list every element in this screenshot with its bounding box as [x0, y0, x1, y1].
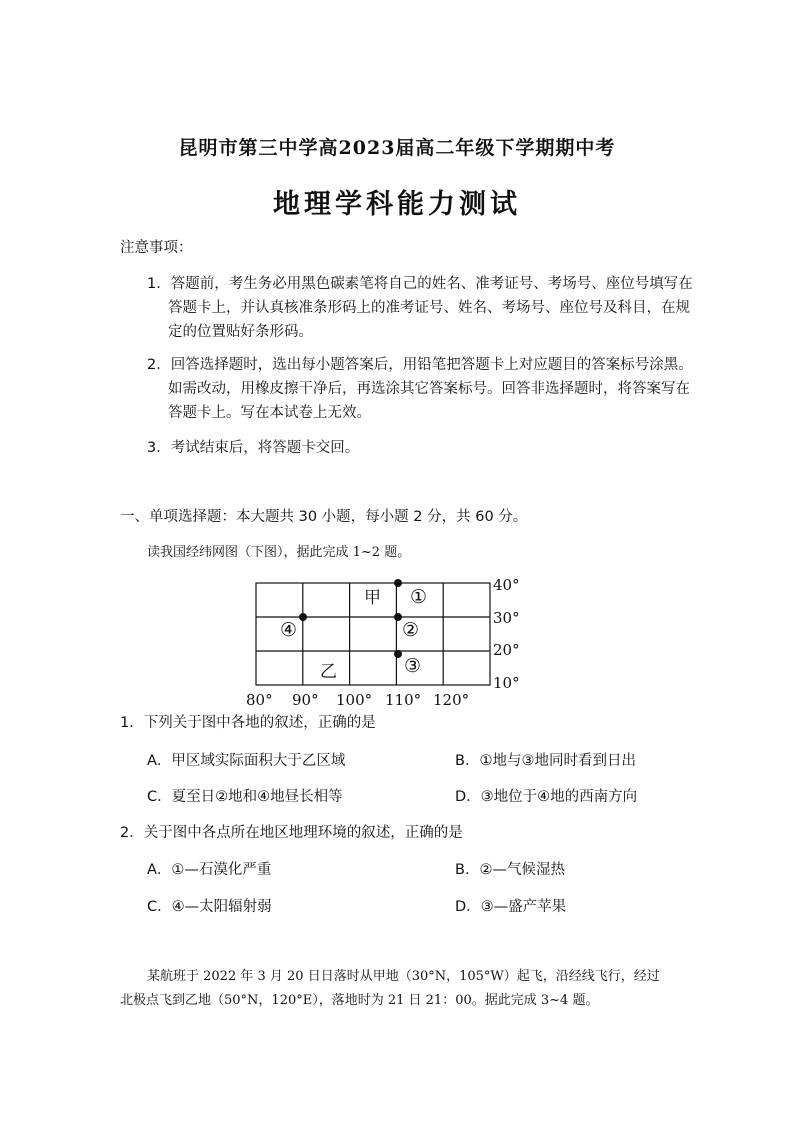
passage-line-1: 某航班于 2022 年 3 月 20 日日落时从甲地（30°N，105°W）起飞，沿经线飞行，经过 [147, 969, 660, 984]
lon-label-90: 90° [292, 691, 319, 709]
region-yi-label: 乙 [320, 662, 337, 682]
lat-label-30: 30° [493, 609, 520, 627]
point-3-dot [394, 650, 402, 658]
lat-long-grid-map [240, 573, 540, 713]
lat-label-40: 40° [493, 576, 520, 594]
point-2-dot [394, 613, 402, 621]
lat-label-10: 10° [493, 674, 520, 692]
notice-item-1-line-1: 1．答题前，考生务必用黑色碳素笔将自己的姓名、准考证号、考场号、座位号填写在 [147, 276, 693, 292]
section-1-instruction: 读我国经纬网图（下图），据此完成 1~2 题。 [147, 545, 411, 560]
region-jia-label: 甲 [364, 588, 381, 608]
question-1-option-b[interactable]: B．①地与③地同时看到日出 [455, 753, 636, 769]
lon-label-110: 110° [385, 691, 422, 709]
question-1-option-c[interactable]: C．夏至日②地和④地昼长相等 [147, 789, 343, 805]
point-4-dot [299, 613, 307, 621]
notice-item-2-line-2: 如需改动，用橡皮擦干净后，再选涂其它答案标号。回答非选择题时，将答案写在 [168, 381, 690, 397]
point-4-label: ④ [280, 619, 298, 641]
question-1-stem: 1．下列关于图中各地的叙述，正确的是 [120, 715, 376, 731]
notice-item-3: 3．考试结束后，将答题卡交回。 [147, 440, 360, 456]
subject-title: 地理学科能力测试 [273, 189, 521, 220]
point-1-dot [394, 579, 402, 587]
question-1-option-d[interactable]: D．③地位于④地的西南方向 [455, 789, 638, 805]
point-3-label: ③ [404, 655, 422, 677]
lat-label-20: 20° [493, 641, 520, 659]
question-2-stem: 2．关于图中各点所在地区地理环境的叙述，正确的是 [120, 825, 463, 841]
question-1-option-a[interactable]: A．甲区域实际面积大于乙区域 [147, 753, 346, 769]
lon-label-80: 80° [246, 691, 273, 709]
question-2-option-c[interactable]: C．④—太阳辐射弱 [147, 899, 272, 915]
notice-item-1-line-2: 答题卡上，并认真核准条形码上的准考证号、姓名、考场号、座位号及科目，在规 [168, 300, 690, 316]
question-2-option-b[interactable]: B．②—气候湿热 [455, 862, 565, 878]
notice-item-2-line-1: 2．回答选择题时，选出每小题答案后，用铅笔把答题卡上对应题目的答案标号涂黑。 [147, 357, 693, 373]
notice-heading: 注意事项： [120, 240, 193, 256]
passage-line-2: 北极点飞到乙地（50°N，120°E），落地时为 21 日 21：00。据此完成 3~4 题。 [120, 993, 599, 1008]
lon-label-120: 120° [433, 691, 470, 709]
question-2-option-d[interactable]: D．③—盛产苹果 [455, 899, 567, 915]
point-1-label: ① [410, 586, 428, 608]
question-2-option-a[interactable]: A．①—石漠化严重 [147, 862, 272, 878]
notice-item-2-line-3: 答题卡上。写在本试卷上无效。 [168, 405, 371, 421]
section-1-heading: 一、单项选择题：本大题共 30 小题，每小题 2 分，共 60 分。 [120, 509, 528, 525]
point-2-label: ② [402, 619, 420, 641]
lon-label-100: 100° [336, 691, 373, 709]
notice-item-1-line-3: 定的位置贴好条形码。 [168, 324, 313, 340]
school-title: 昆明市第三中学高2023届高二年级下学期期中考 [178, 137, 616, 159]
